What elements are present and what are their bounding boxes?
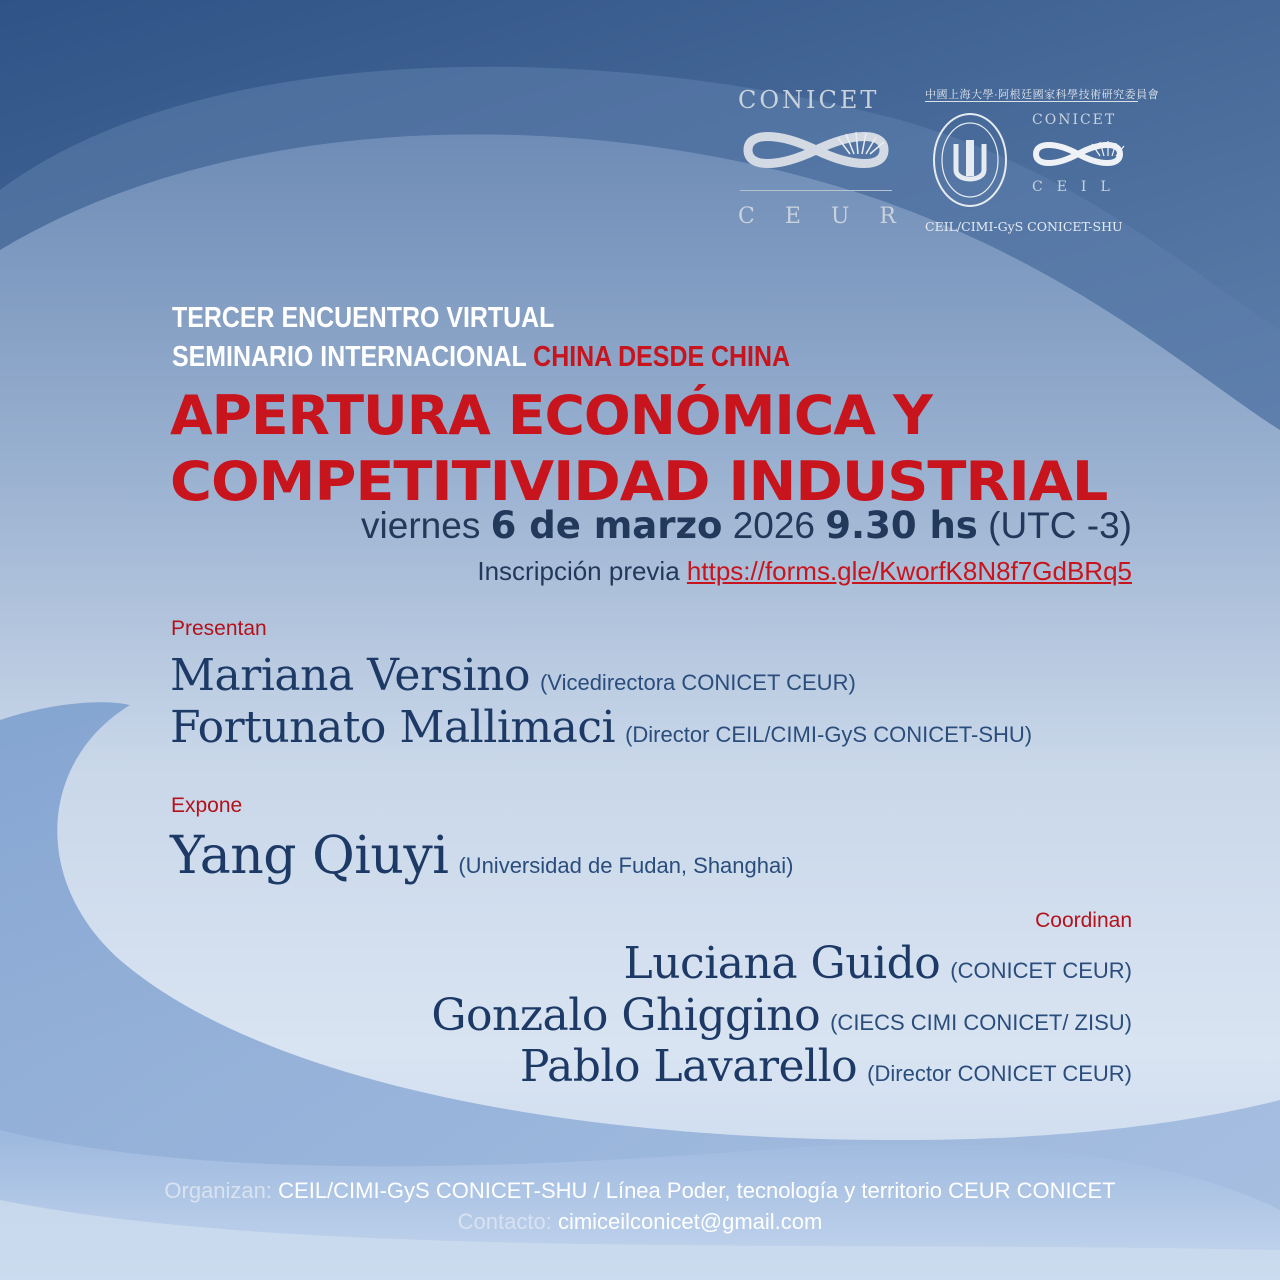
registration-label: Inscripción previa xyxy=(477,556,680,586)
event-series-line: TERCER ENCUENTRO VIRTUAL xyxy=(172,302,555,334)
coordinator-affiliation: (CONICET CEUR) xyxy=(950,958,1132,983)
seminar-line xyxy=(172,341,790,374)
chinese-institution-name: 中國上海大學·阿根廷國家科學技術研究委員會 xyxy=(925,89,1160,101)
coordinator-row xyxy=(520,1041,1132,1092)
shanghai-university-seal-icon xyxy=(930,110,1010,210)
presenter-name: Mariana Versino xyxy=(170,650,530,701)
ceil-small-wordmark: CEIL xyxy=(1032,179,1124,195)
event-date xyxy=(361,504,1132,547)
seminar-name: SEMINARIO INTERNACIONAL xyxy=(172,341,527,373)
presenter-name: Fortunato Mallimaci xyxy=(170,702,616,753)
presenter-row xyxy=(170,650,856,701)
ceil-cimi-logo-text: CEIL/CIMI-GyS CONICET-SHU xyxy=(925,219,1123,234)
contact-line xyxy=(0,1209,1280,1235)
presenter-affiliation: (Director CEIL/CIMI-GyS CONICET-SHU) xyxy=(625,722,1033,747)
seminar-brand: CHINA DESDE CHINA xyxy=(533,341,790,373)
speaker-affiliation: (Universidad de Fudan, Shanghai) xyxy=(458,853,794,878)
event-date-day-month: 6 de marzo xyxy=(490,504,723,547)
coordinator-name: Pablo Lavarello xyxy=(519,1041,858,1092)
event-year: 2026 xyxy=(732,505,816,546)
coordinator-row xyxy=(431,990,1132,1041)
coordinator-affiliation: (CIECS CIMI CONICET/ ZISU) xyxy=(830,1010,1132,1035)
event-timezone: (UTC -3) xyxy=(988,505,1132,546)
coordinator-affiliation: (Director CONICET CEUR) xyxy=(867,1061,1132,1086)
conicet-infinity-logo-icon xyxy=(738,120,894,180)
coordinan-label: Coordinan xyxy=(1035,909,1132,932)
organizers-line xyxy=(0,1178,1280,1204)
expone-label: Expone xyxy=(171,794,243,817)
coordinator-name: Gonzalo Ghiggino xyxy=(431,990,821,1041)
presenter-row xyxy=(170,702,1032,753)
coordinator-row xyxy=(624,938,1133,989)
conicet-small-wordmark: CONICET xyxy=(1032,112,1117,128)
presenter-affiliation: (Vicedirectora CONICET CEUR) xyxy=(539,670,856,695)
speaker-row xyxy=(170,826,793,886)
event-title-line-1: APERTURA ECONÓMICA Y xyxy=(170,384,932,447)
event-title-line-2: COMPETITIVIDAD INDUSTRIAL xyxy=(170,450,1108,513)
presentan-label: Presentan xyxy=(171,617,267,640)
registration-line xyxy=(477,556,1132,587)
ceil-infinity-logo-icon xyxy=(1030,134,1126,174)
registration-link[interactable]: https://forms.gle/KworfK8N8f7GdBRq5 xyxy=(686,556,1132,586)
organizers-label: Organizan: xyxy=(164,1178,273,1203)
logo-divider xyxy=(740,190,892,191)
event-day: viernes xyxy=(361,505,481,546)
coordinator-name: Luciana Guido xyxy=(623,938,941,989)
conicet-wordmark: CONICET xyxy=(738,86,880,114)
ceur-wordmark: CEUR xyxy=(738,204,926,229)
contact-email[interactable]: cimiceilconicet@gmail.com xyxy=(557,1209,823,1234)
contact-label: Contacto: xyxy=(457,1209,552,1234)
speaker-name: Yang Qiuyi xyxy=(170,826,449,886)
chinese-line-divider xyxy=(925,101,1138,102)
organizers-text: CEIL/CIMI-GyS CONICET-SHU / Línea Poder, tecnología y territorio CEUR CONICET xyxy=(278,1178,1116,1203)
event-time: 9.30 hs xyxy=(825,504,978,547)
